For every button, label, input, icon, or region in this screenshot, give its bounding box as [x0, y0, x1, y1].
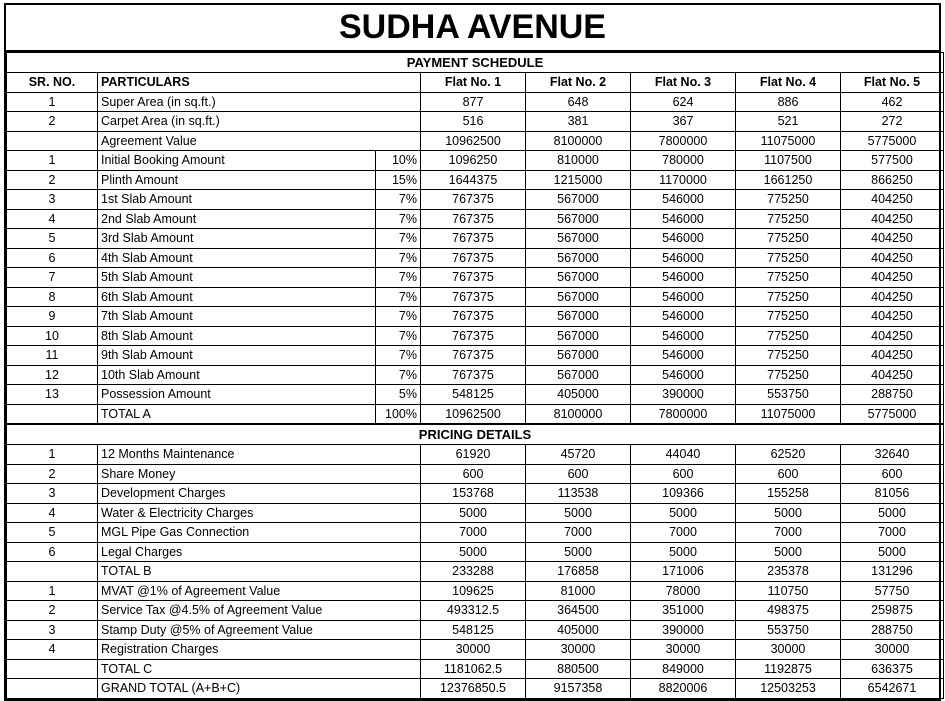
- flat-value: 5000: [736, 503, 841, 523]
- flat-value: 5000: [736, 542, 841, 562]
- percentage: 7%: [376, 346, 421, 366]
- flat-value: 767375: [421, 365, 526, 385]
- flat-value: 10962500: [421, 404, 526, 424]
- particular-label: Registration Charges: [98, 640, 421, 660]
- flat-value: 12376850.5: [421, 679, 526, 699]
- header-sr-no: SR. NO.: [7, 73, 98, 93]
- flat-value: 775250: [736, 326, 841, 346]
- flat-value: 548125: [421, 385, 526, 405]
- flat-value: 498375: [736, 601, 841, 621]
- flat-value: 567000: [526, 229, 631, 249]
- flat-value: 1644375: [421, 170, 526, 190]
- sr-no: 11: [7, 346, 98, 366]
- flat-value: 7000: [736, 523, 841, 543]
- flat-value: 30000: [421, 640, 526, 660]
- sr-no: 3: [7, 190, 98, 210]
- sr-no: [7, 131, 98, 151]
- section-title: PAYMENT SCHEDULE: [7, 53, 944, 73]
- sr-no: 1: [7, 151, 98, 171]
- sr-no: 3: [7, 620, 98, 640]
- particular-label: Legal Charges: [98, 542, 421, 562]
- flat-value: 1192875: [736, 659, 841, 679]
- flat-value: 866250: [841, 170, 944, 190]
- table-row: [7, 404, 944, 424]
- flat-value: 600: [841, 464, 944, 484]
- flat-value: 553750: [736, 620, 841, 640]
- table-row: [7, 92, 944, 112]
- flat-value: 775250: [736, 346, 841, 366]
- flat-value: 109366: [631, 484, 736, 504]
- sheet-title: SUDHA AVENUE: [6, 5, 939, 52]
- flat-value: 1215000: [526, 170, 631, 190]
- sr-no: 6: [7, 248, 98, 268]
- flat-value: 61920: [421, 445, 526, 465]
- flat-value: 404250: [841, 190, 944, 210]
- table-row: [7, 346, 944, 366]
- flat-value: 546000: [631, 365, 736, 385]
- flat-value: 7000: [841, 523, 944, 543]
- particular-label: Super Area (in sq.ft.): [98, 92, 421, 112]
- table-row: [7, 112, 944, 132]
- flat-value: 405000: [526, 385, 631, 405]
- sr-no: 5: [7, 229, 98, 249]
- flat-value: 7800000: [631, 404, 736, 424]
- flat-value: 5775000: [841, 404, 944, 424]
- flat-value: 546000: [631, 287, 736, 307]
- table-row: [7, 581, 944, 601]
- flat-value: 11075000: [736, 404, 841, 424]
- sr-no: [7, 562, 98, 582]
- flat-value: 259875: [841, 601, 944, 621]
- sr-no: 9: [7, 307, 98, 327]
- sr-no: [7, 404, 98, 424]
- header-flat-3: Flat No. 3: [631, 73, 736, 93]
- table-row: [7, 307, 944, 327]
- particular-label: 1st Slab Amount: [98, 190, 376, 210]
- sr-no: 12: [7, 365, 98, 385]
- flat-value: 404250: [841, 365, 944, 385]
- flat-value: 10962500: [421, 131, 526, 151]
- percentage: 7%: [376, 248, 421, 268]
- percentage: 7%: [376, 307, 421, 327]
- table-row: [7, 503, 944, 523]
- flat-value: 404250: [841, 307, 944, 327]
- table-row: [7, 445, 944, 465]
- flat-value: 11075000: [736, 131, 841, 151]
- table-row: [7, 659, 944, 679]
- flat-value: 78000: [631, 581, 736, 601]
- table-row: [7, 640, 944, 660]
- flat-value: 1107500: [736, 151, 841, 171]
- flat-value: 404250: [841, 346, 944, 366]
- particular-label: 8th Slab Amount: [98, 326, 376, 346]
- sr-no: 1: [7, 445, 98, 465]
- section-payment-schedule: [7, 53, 944, 73]
- table-row: [7, 365, 944, 385]
- sr-no: 8: [7, 287, 98, 307]
- flat-value: 600: [421, 464, 526, 484]
- schedule-body: [7, 53, 944, 699]
- flat-value: 62520: [736, 445, 841, 465]
- flat-value: 364500: [526, 601, 631, 621]
- sr-no: 2: [7, 464, 98, 484]
- flat-value: 546000: [631, 229, 736, 249]
- particular-label: Development Charges: [98, 484, 421, 504]
- table-row: [7, 131, 944, 151]
- flat-value: 880500: [526, 659, 631, 679]
- flat-value: 1096250: [421, 151, 526, 171]
- table-row: [7, 229, 944, 249]
- header-flat-5: Flat No. 5: [841, 73, 944, 93]
- flat-value: 767375: [421, 268, 526, 288]
- sr-no: 5: [7, 523, 98, 543]
- flat-value: 109625: [421, 581, 526, 601]
- flat-value: 404250: [841, 287, 944, 307]
- percentage: 100%: [376, 404, 421, 424]
- flat-value: 567000: [526, 268, 631, 288]
- flat-value: 8100000: [526, 131, 631, 151]
- flat-value: 155258: [736, 484, 841, 504]
- flat-value: 849000: [631, 659, 736, 679]
- flat-value: 1181062.5: [421, 659, 526, 679]
- particular-label: Water & Electricity Charges: [98, 503, 421, 523]
- particular-label: 7th Slab Amount: [98, 307, 376, 327]
- particular-label: Initial Booking Amount: [98, 151, 376, 171]
- particular-label: 4th Slab Amount: [98, 248, 376, 268]
- flat-value: 767375: [421, 326, 526, 346]
- table-row: [7, 170, 944, 190]
- flat-value: 30000: [526, 640, 631, 660]
- flat-value: 546000: [631, 346, 736, 366]
- flat-value: 553750: [736, 385, 841, 405]
- flat-value: 233288: [421, 562, 526, 582]
- sr-no: 2: [7, 112, 98, 132]
- table-row: [7, 326, 944, 346]
- flat-value: 367: [631, 112, 736, 132]
- table-row: [7, 268, 944, 288]
- flat-value: 567000: [526, 248, 631, 268]
- flat-value: 462: [841, 92, 944, 112]
- flat-value: 648: [526, 92, 631, 112]
- flat-value: 7000: [421, 523, 526, 543]
- flat-value: 521: [736, 112, 841, 132]
- table-row: [7, 385, 944, 405]
- flat-value: 877: [421, 92, 526, 112]
- flat-value: 775250: [736, 287, 841, 307]
- flat-value: 81056: [841, 484, 944, 504]
- particular-label: 10th Slab Amount: [98, 365, 376, 385]
- flat-value: 546000: [631, 248, 736, 268]
- particular-label: Possession Amount: [98, 385, 376, 405]
- percentage: 7%: [376, 326, 421, 346]
- flat-value: 775250: [736, 209, 841, 229]
- flat-value: 636375: [841, 659, 944, 679]
- flat-value: 9157358: [526, 679, 631, 699]
- flat-value: 600: [736, 464, 841, 484]
- section-pricing-details: [7, 424, 944, 445]
- flat-value: 780000: [631, 151, 736, 171]
- percentage: 15%: [376, 170, 421, 190]
- flat-value: 810000: [526, 151, 631, 171]
- table-row: [7, 287, 944, 307]
- flat-value: 5000: [631, 503, 736, 523]
- flat-value: 767375: [421, 307, 526, 327]
- particular-label: MGL Pipe Gas Connection: [98, 523, 421, 543]
- particular-label: Carpet Area (in sq.ft.): [98, 112, 421, 132]
- flat-value: 775250: [736, 268, 841, 288]
- flat-value: 546000: [631, 268, 736, 288]
- flat-value: 5000: [841, 503, 944, 523]
- sr-no: 10: [7, 326, 98, 346]
- table-row: [7, 620, 944, 640]
- flat-value: 110750: [736, 581, 841, 601]
- flat-value: 131296: [841, 562, 944, 582]
- sr-no: [7, 679, 98, 699]
- flat-value: 546000: [631, 307, 736, 327]
- percentage: 7%: [376, 229, 421, 249]
- flat-value: 767375: [421, 287, 526, 307]
- flat-value: 5775000: [841, 131, 944, 151]
- table-row: [7, 464, 944, 484]
- sr-no: 4: [7, 640, 98, 660]
- particular-label: Service Tax @4.5% of Agreement Value: [98, 601, 421, 621]
- flat-value: 288750: [841, 620, 944, 640]
- flat-value: 235378: [736, 562, 841, 582]
- flat-value: 113538: [526, 484, 631, 504]
- flat-value: 567000: [526, 326, 631, 346]
- sr-no: 2: [7, 601, 98, 621]
- sr-no: 1: [7, 581, 98, 601]
- flat-value: 600: [526, 464, 631, 484]
- table-row: [7, 542, 944, 562]
- flat-value: 8100000: [526, 404, 631, 424]
- flat-value: 6542671: [841, 679, 944, 699]
- flat-value: 7800000: [631, 131, 736, 151]
- flat-value: 8820006: [631, 679, 736, 699]
- flat-value: 44040: [631, 445, 736, 465]
- particular-label: Stamp Duty @5% of Agreement Value: [98, 620, 421, 640]
- flat-value: 567000: [526, 190, 631, 210]
- flat-value: 404250: [841, 229, 944, 249]
- flat-value: 767375: [421, 248, 526, 268]
- particular-label: 9th Slab Amount: [98, 346, 376, 366]
- flat-value: 767375: [421, 190, 526, 210]
- sr-no: 7: [7, 268, 98, 288]
- percentage: 7%: [376, 365, 421, 385]
- flat-value: 548125: [421, 620, 526, 640]
- flat-value: 567000: [526, 365, 631, 385]
- particular-label: Plinth Amount: [98, 170, 376, 190]
- particular-label: TOTAL B: [98, 562, 421, 582]
- table-row: [7, 209, 944, 229]
- flat-value: 5000: [421, 503, 526, 523]
- particular-label: TOTAL A: [98, 404, 376, 424]
- flat-value: 81000: [526, 581, 631, 601]
- table-row: [7, 523, 944, 543]
- sr-no: 13: [7, 385, 98, 405]
- flat-value: 624: [631, 92, 736, 112]
- flat-value: 577500: [841, 151, 944, 171]
- flat-value: 32640: [841, 445, 944, 465]
- percentage: 10%: [376, 151, 421, 171]
- flat-value: 767375: [421, 209, 526, 229]
- flat-value: 351000: [631, 601, 736, 621]
- flat-value: 775250: [736, 229, 841, 249]
- percentage: 7%: [376, 287, 421, 307]
- flat-value: 775250: [736, 307, 841, 327]
- flat-value: 775250: [736, 190, 841, 210]
- flat-value: 404250: [841, 248, 944, 268]
- flat-value: 567000: [526, 209, 631, 229]
- flat-value: 886: [736, 92, 841, 112]
- flat-value: 5000: [526, 542, 631, 562]
- sr-no: 6: [7, 542, 98, 562]
- flat-value: 5000: [631, 542, 736, 562]
- flat-value: 767375: [421, 346, 526, 366]
- flat-value: 775250: [736, 248, 841, 268]
- flat-value: 288750: [841, 385, 944, 405]
- particular-label: 3rd Slab Amount: [98, 229, 376, 249]
- flat-value: 381: [526, 112, 631, 132]
- payment-sheet: [4, 3, 941, 701]
- particular-label: MVAT @1% of Agreement Value: [98, 581, 421, 601]
- flat-value: 767375: [421, 229, 526, 249]
- flat-value: 567000: [526, 307, 631, 327]
- header-row: [7, 73, 944, 93]
- header-flat-2: Flat No. 2: [526, 73, 631, 93]
- flat-value: 272: [841, 112, 944, 132]
- flat-value: 775250: [736, 365, 841, 385]
- sr-no: 3: [7, 484, 98, 504]
- flat-value: 5000: [841, 542, 944, 562]
- flat-value: 390000: [631, 385, 736, 405]
- header-flat-4: Flat No. 4: [736, 73, 841, 93]
- flat-value: 493312.5: [421, 601, 526, 621]
- flat-value: 1170000: [631, 170, 736, 190]
- flat-value: 546000: [631, 209, 736, 229]
- table-row: [7, 601, 944, 621]
- sr-no: [7, 659, 98, 679]
- percentage: 7%: [376, 268, 421, 288]
- flat-value: 171006: [631, 562, 736, 582]
- particular-label: Share Money: [98, 464, 421, 484]
- table-row: [7, 151, 944, 171]
- table-row: [7, 248, 944, 268]
- table-row: [7, 679, 944, 699]
- sr-no: 1: [7, 92, 98, 112]
- flat-value: 5000: [526, 503, 631, 523]
- flat-value: 45720: [526, 445, 631, 465]
- flat-value: 404250: [841, 326, 944, 346]
- flat-value: 546000: [631, 190, 736, 210]
- flat-value: 404250: [841, 268, 944, 288]
- table-row: [7, 484, 944, 504]
- sr-no: 2: [7, 170, 98, 190]
- particular-label: 2nd Slab Amount: [98, 209, 376, 229]
- flat-value: 12503253: [736, 679, 841, 699]
- section-title: PRICING DETAILS: [7, 424, 944, 445]
- sr-no: 4: [7, 209, 98, 229]
- flat-value: 1661250: [736, 170, 841, 190]
- particular-label: 6th Slab Amount: [98, 287, 376, 307]
- table-row: [7, 562, 944, 582]
- flat-value: 30000: [631, 640, 736, 660]
- particular-label: GRAND TOTAL (A+B+C): [98, 679, 421, 699]
- flat-value: 404250: [841, 209, 944, 229]
- particular-label: TOTAL C: [98, 659, 421, 679]
- table-row: [7, 190, 944, 210]
- flat-value: 546000: [631, 326, 736, 346]
- flat-value: 567000: [526, 287, 631, 307]
- flat-value: 30000: [736, 640, 841, 660]
- header-particulars: PARTICULARS: [98, 73, 421, 93]
- flat-value: 567000: [526, 346, 631, 366]
- flat-value: 5000: [421, 542, 526, 562]
- particular-label: 5th Slab Amount: [98, 268, 376, 288]
- percentage: 5%: [376, 385, 421, 405]
- flat-value: 390000: [631, 620, 736, 640]
- percentage: 7%: [376, 209, 421, 229]
- header-flat-1: Flat No. 1: [421, 73, 526, 93]
- flat-value: 153768: [421, 484, 526, 504]
- percentage: 7%: [376, 190, 421, 210]
- flat-value: 405000: [526, 620, 631, 640]
- sr-no: 4: [7, 503, 98, 523]
- flat-value: 176858: [526, 562, 631, 582]
- flat-value: 600: [631, 464, 736, 484]
- flat-value: 7000: [631, 523, 736, 543]
- particular-label: Agreement Value: [98, 131, 421, 151]
- flat-value: 7000: [526, 523, 631, 543]
- flat-value: 516: [421, 112, 526, 132]
- schedule-table: [6, 52, 944, 699]
- flat-value: 57750: [841, 581, 944, 601]
- particular-label: 12 Months Maintenance: [98, 445, 421, 465]
- flat-value: 30000: [841, 640, 944, 660]
